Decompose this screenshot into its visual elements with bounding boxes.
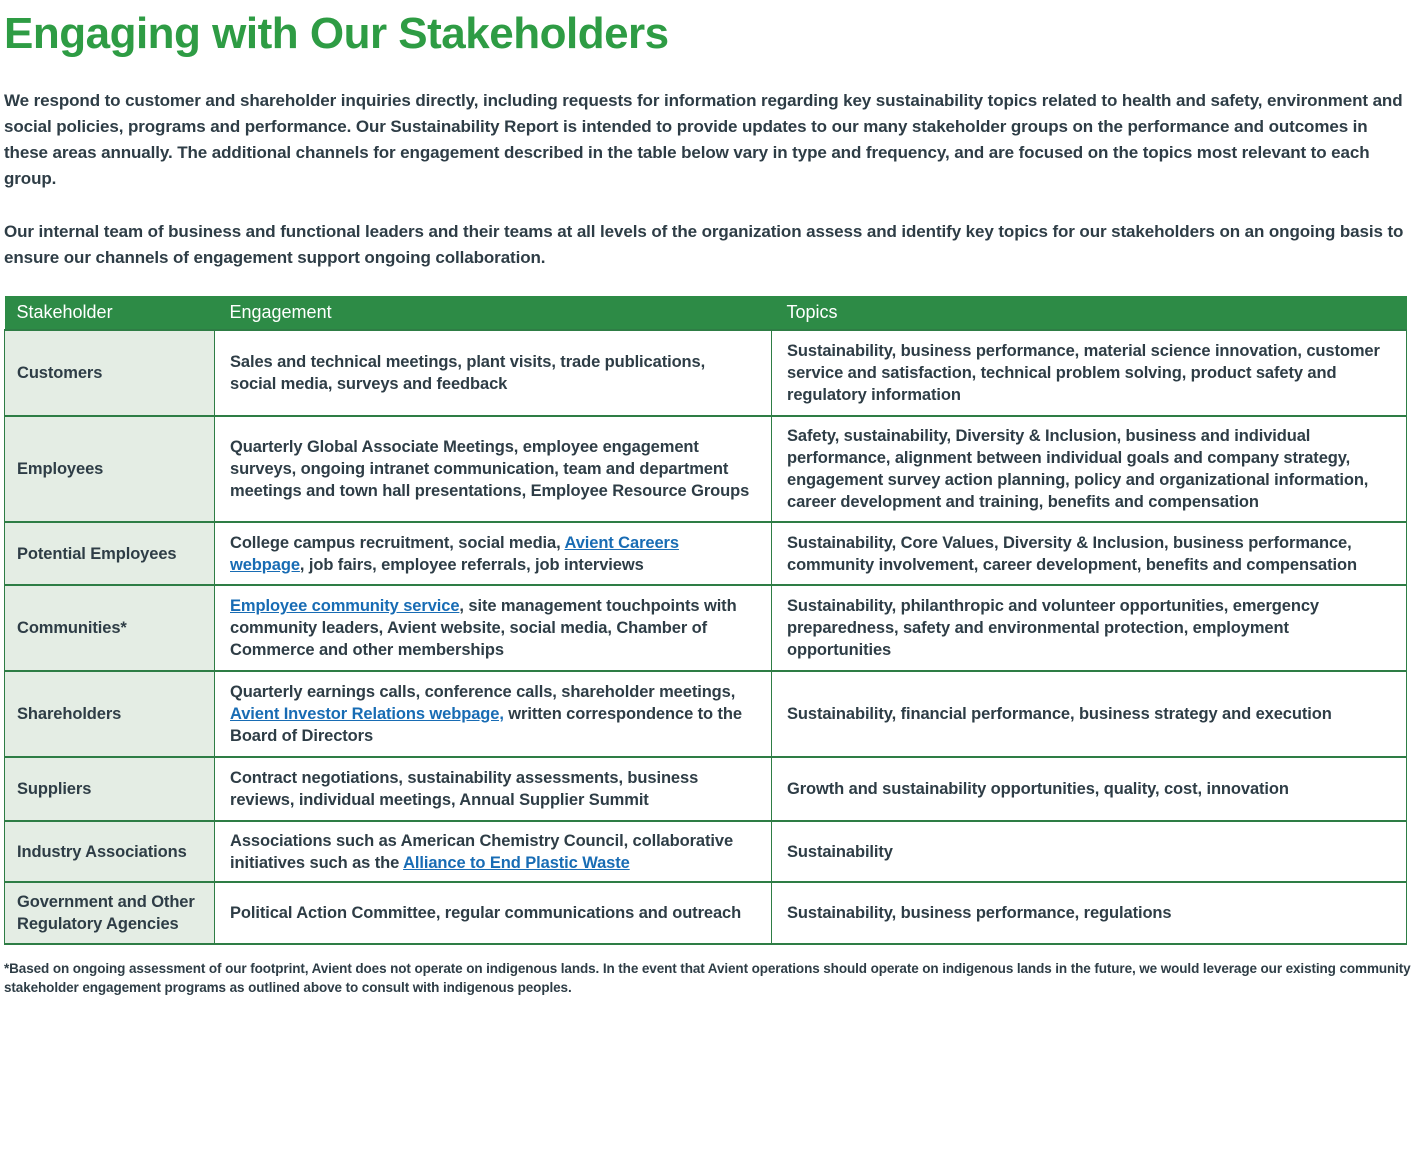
column-header-stakeholder: Stakeholder xyxy=(5,296,215,330)
table-header-row xyxy=(5,296,1407,330)
stakeholder-engagement-table xyxy=(4,296,1407,945)
engagement-text: written correspondence to the Board of Directors xyxy=(230,705,742,745)
stakeholder-cell: Customers xyxy=(5,330,215,416)
engagement-cell xyxy=(215,757,772,821)
engagement-cell xyxy=(215,821,772,882)
table-row xyxy=(5,882,1407,944)
engagement-text: Sales and technical meetings, plant visits, trade publications, social media, surveys and feedback xyxy=(230,353,706,393)
stakeholder-cell: Industry Associations xyxy=(5,821,215,882)
intro-paragraph: Our internal team of business and functional leaders and their teams at all levels of the organization assess and identify key topics for our stakeholders on an ongoing basis to ensure our channels of engagement support ongoing collaboration. xyxy=(4,222,1404,267)
stakeholder-cell: Communities* xyxy=(5,585,215,671)
engagement-text: , site management touchpoints with community leaders, Avient website, social media, Chamber of Commerce and other memberships xyxy=(230,597,737,659)
engagement-cell xyxy=(215,330,772,416)
employee-community-service-link[interactable]: Employee community service xyxy=(230,597,460,615)
topics-cell: Sustainability, financial performance, business strategy and execution xyxy=(772,671,1407,757)
engagement-text: , job fairs, employee referrals, job interviews xyxy=(299,555,644,574)
table-row xyxy=(5,416,1407,522)
stakeholder-cell: Employees xyxy=(5,416,215,522)
engagement-cell xyxy=(215,522,772,585)
intro-paragraph: We respond to customer and shareholder inquiries directly, including requests for information regarding key sustainability topics related to health and safety, environment and social policies, programs and performance. Our Sustainability Report is intended to provide updates to our many stakeholder groups on the performance and outcomes in these areas annually. The additional channels for engagement described in the table below vary in type and frequency, and are focused on the topics most relevant to each group. xyxy=(4,91,1403,188)
engagement-text: Associations such as American Chemistry Council, collaborative initiatives such as the xyxy=(230,831,734,872)
stakeholder-cell: Shareholders xyxy=(5,671,215,757)
stakeholder-cell: Potential Employees xyxy=(5,522,215,585)
table-row xyxy=(5,585,1407,671)
avient-investor-relations-webpage-link[interactable]: Avient Investor Relations webpage, xyxy=(230,705,504,723)
engagement-cell xyxy=(215,882,772,944)
alliance-to-end-plastic-waste-link[interactable]: Alliance to End Plastic Waste xyxy=(403,853,630,872)
engagement-text: College campus recruitment, social media, xyxy=(230,533,565,552)
engagement-text: Contract negotiations, sustainability assessments, business reviews, individual meetings, Annual Supplier Summit xyxy=(230,769,699,809)
report-page xyxy=(0,8,1420,997)
topics-cell: Sustainability, Core Values, Diversity & Inclusion, business performance, community involvement, career development, benefits and compensation xyxy=(772,522,1407,585)
table-row xyxy=(5,757,1407,821)
engagement-cell xyxy=(215,585,772,671)
topics-cell: Safety, sustainability, Diversity & Inclusion, business and individual performance, alignment between individual goals and company strategy, engagement survey action planning, policy and organizational information, career development and training, benefits and compensation xyxy=(772,416,1407,522)
topics-cell: Sustainability, business performance, regulations xyxy=(772,882,1407,944)
column-header-topics: Topics xyxy=(772,296,1407,330)
engagement-text: Quarterly Global Associate Meetings, employee engagement surveys, ongoing intranet communication, team and department meetings and town hall presentations, Employee Resource Groups xyxy=(230,438,750,500)
column-header-engagement: Engagement xyxy=(215,296,772,330)
engagement-cell xyxy=(215,671,772,757)
table-row xyxy=(5,522,1407,585)
footnote: *Based on ongoing assessment of our footprint, Avient does not operate on indigenous lands. In the event that Avient operations should operate on indigenous lands in the future, we would leverage our existing community stakeholder engagement programs as outlined above to consult with indigenous peoples. xyxy=(4,961,1411,995)
engagement-text: Political Action Committee, regular communications and outreach xyxy=(230,904,742,922)
stakeholder-cell: Government and Other Regulatory Agencies xyxy=(5,882,215,944)
intro-section xyxy=(4,88,1412,271)
topics-cell: Sustainability, business performance, material science innovation, customer service and satisfaction, technical problem solving, product safety and regulatory information xyxy=(772,330,1407,416)
stakeholder-table-body xyxy=(5,330,1407,944)
table-row xyxy=(5,821,1407,882)
table-row xyxy=(5,671,1407,757)
stakeholder-cell: Suppliers xyxy=(5,757,215,821)
page-title: Engaging with Our Stakeholders xyxy=(4,9,669,58)
table-row xyxy=(5,330,1407,416)
avient-careers-webpage-link[interactable]: Avient Careers webpage xyxy=(230,533,679,574)
engagement-text: Quarterly earnings calls, conference calls, shareholder meetings, xyxy=(230,683,736,701)
topics-cell: Sustainability xyxy=(772,821,1407,882)
topics-cell: Sustainability, philanthropic and volunteer opportunities, emergency preparedness, safety and environmental protection, employment opportunities xyxy=(772,585,1407,671)
topics-cell: Growth and sustainability opportunities, quality, cost, innovation xyxy=(772,757,1407,821)
engagement-cell xyxy=(215,416,772,522)
